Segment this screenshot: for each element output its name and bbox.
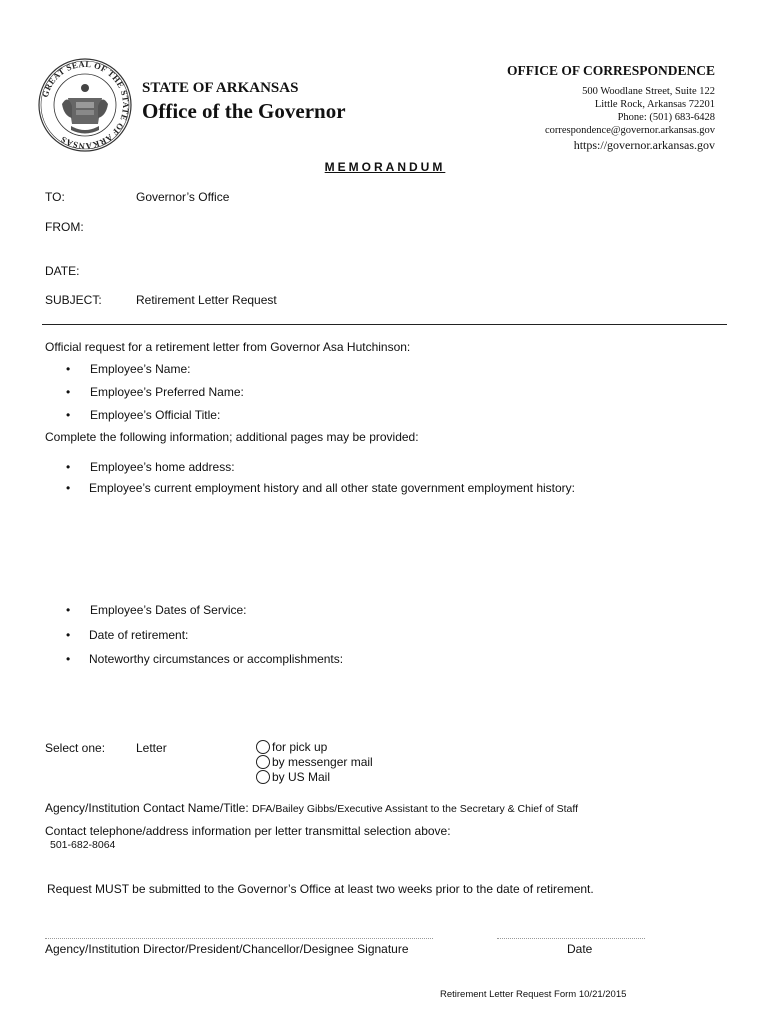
radio-pick-up[interactable] [256, 740, 270, 754]
website-line: https://governor.arkansas.gov [573, 138, 715, 152]
seal-graphic [38, 58, 132, 152]
list-item [66, 460, 235, 474]
bullet-marker: • [66, 652, 71, 666]
form-footer: Retirement Letter Request Form 10/21/2015 [440, 989, 627, 1000]
date-label: DATE: [45, 264, 80, 278]
noteworthy-label: Noteworthy circumstances or accomplishments: [89, 652, 344, 666]
retirement-date-label: Date of retirement: [89, 628, 189, 642]
radio-messenger-mail[interactable] [256, 755, 270, 769]
list-item [66, 385, 244, 399]
employment-history-label: Employee’s current employment history and all other state government employment history: [89, 481, 576, 495]
divider [42, 324, 727, 325]
address-line-1: 500 Woodlane Street, Suite 122 [582, 86, 715, 97]
contact-name-label: Agency/Institution Contact Name/Title: [45, 801, 249, 815]
office-title: Office of the Governor [142, 99, 346, 123]
option-us-mail-label: by US Mail [272, 769, 331, 784]
bullet-marker: • [66, 628, 71, 642]
list-item [66, 481, 575, 495]
to-label: TO: [45, 190, 65, 204]
correspondence-title: OFFICE OF CORRESPONDENCE [506, 63, 715, 78]
contact-phone-label: Contact telephone/address information per letter transmittal selection above: [45, 824, 451, 838]
dates-of-service-label: Employee’s Dates of Service: [90, 603, 247, 617]
seal-ring-text: GREAT SEAL OF THE STATE OF ARKANSAS [39, 58, 132, 152]
bullet-marker: • [66, 460, 71, 474]
signature-line [45, 938, 433, 939]
subject-value: Retirement Letter Request [136, 293, 277, 307]
option-us-mail[interactable] [256, 769, 373, 784]
complete-instructions: Complete the following information; additional pages may be provided: [45, 430, 419, 444]
email-line: correspondence@governor.arkansas.gov [544, 125, 715, 136]
signature-label: Agency/Institution Director/President/Chancellor/Designee Signature [45, 942, 409, 956]
phone-line: Phone: (501) 683-6428 [617, 112, 715, 123]
list-item [66, 362, 191, 376]
letter-label: Letter [136, 741, 167, 755]
memorandum-heading: MEMORANDUM [324, 160, 446, 174]
home-address-label: Employee’s home address: [90, 460, 235, 474]
preferred-name-label: Employee’s Preferred Name: [90, 385, 244, 399]
employee-name-label: Employee’s Name: [90, 362, 191, 376]
option-pick-up[interactable] [256, 739, 373, 754]
state-name: STATE OF ARKANSAS [142, 80, 299, 96]
signature-date-label: Date [567, 942, 593, 956]
submission-notice: Request MUST be submitted to the Governor’s Office at least two weeks prior to the date of retirement. [47, 882, 594, 896]
radio-us-mail[interactable] [256, 770, 270, 784]
list-item [66, 628, 188, 642]
list-item [66, 603, 247, 617]
bullet-marker: • [66, 481, 71, 495]
state-seal [38, 58, 132, 152]
bullet-marker: • [66, 408, 71, 422]
correspondence-block [507, 63, 715, 154]
intro-text: Official request for a retirement letter from Governor Asa Hutchinson: [45, 340, 411, 354]
contact-phone-value: 501-682-8064 [50, 839, 116, 851]
select-one-label: Select one: [45, 741, 106, 755]
list-item [66, 652, 343, 666]
contact-name-value: DFA/Bailey Gibbs/Executive Assistant to the Secretary & Chief of Staff [252, 803, 579, 815]
official-title-label: Employee’s Official Title: [90, 408, 221, 422]
to-value: Governor’s Office [136, 190, 230, 204]
subject-label: SUBJECT: [45, 293, 102, 307]
address-line-2: Little Rock, Arkansas 72201 [594, 99, 715, 110]
list-item [66, 408, 220, 422]
option-messenger-mail-label: by messenger mail [272, 754, 373, 769]
bullet-marker: • [66, 362, 71, 376]
date-line [497, 938, 645, 939]
contact-name-row [45, 801, 578, 815]
delivery-options [256, 739, 373, 784]
option-messenger-mail[interactable] [256, 754, 373, 769]
bullet-marker: • [66, 385, 71, 399]
bullet-marker: • [66, 603, 71, 617]
from-label: FROM: [45, 220, 84, 234]
option-pick-up-label: for pick up [272, 739, 328, 754]
